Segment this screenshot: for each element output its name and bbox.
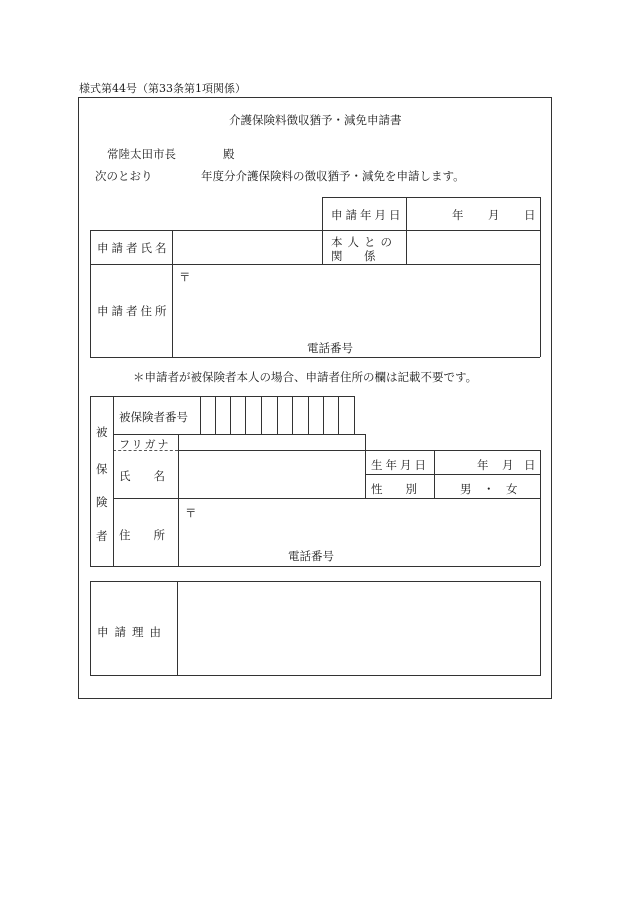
relation-field[interactable] — [407, 231, 539, 263]
insured-section-char-1: 被 — [96, 425, 108, 439]
insured-section-char-2: 保 — [96, 462, 108, 476]
insured-number-digit-3[interactable] — [231, 397, 245, 433]
birth-month: 月 — [502, 458, 514, 472]
insured-number-digit-8[interactable] — [309, 397, 323, 433]
applicant-address-label: 申請者住所 — [97, 304, 170, 318]
applicant-name-field[interactable] — [173, 231, 321, 263]
applicant-name-label: 申請者氏名 — [97, 241, 170, 255]
insured-number-digit-9[interactable] — [324, 397, 338, 433]
reason-label: 申請理由 — [97, 625, 167, 639]
application-date-field[interactable] — [407, 198, 539, 229]
insured-address-field[interactable] — [179, 499, 539, 541]
form-number-label: 様式第44号（第33条第1項関係） — [79, 82, 246, 95]
insured-section-char-4: 者 — [96, 529, 108, 543]
note-text: ＊申請者が被保険者本人の場合、申請者住所の欄は記載不要です。 — [133, 370, 478, 384]
birth-date-field[interactable] — [435, 451, 539, 473]
insured-number-label: 被保険者番号 — [119, 410, 188, 424]
relation-label-line2: 関 係 — [331, 249, 381, 263]
insured-name-label: 氏 名 — [119, 469, 165, 483]
application-date-day: 日 — [524, 208, 536, 222]
insured-number-digit-7[interactable] — [293, 397, 307, 433]
relation-label-line1: 本人との — [331, 235, 397, 249]
addressee: 常陸太田市長 — [107, 147, 176, 161]
honorific: 殿 — [223, 147, 235, 161]
insured-address-label: 住 所 — [119, 528, 165, 542]
sex-label: 性 別 — [371, 482, 417, 496]
insured-number-digit-5[interactable] — [262, 397, 276, 433]
insured-number-digit-2[interactable] — [216, 397, 230, 433]
insured-number-digit-10[interactable] — [339, 397, 353, 433]
reason-field[interactable] — [178, 582, 540, 675]
intro-suffix: 年度分介護保険料の徴収猶予・減免を申請します。 — [201, 169, 465, 183]
insured-number-digit-4[interactable] — [246, 397, 260, 433]
birth-date-label: 生年月日 — [371, 458, 429, 472]
applicant-address-field[interactable] — [173, 265, 539, 335]
birth-year: 年 — [477, 458, 489, 472]
furigana-field[interactable] — [179, 435, 364, 449]
furigana-label: フリガナ — [119, 438, 171, 451]
birth-day: 日 — [524, 458, 536, 472]
applicant-postal-mark: 〒 — [179, 270, 191, 284]
intro-prefix: 次のとおり — [95, 169, 153, 183]
application-date-month: 月 — [488, 208, 500, 222]
sex-options[interactable]: 男 ・ 女 — [460, 482, 518, 496]
applicant-phone-label: 電話番号 — [307, 341, 353, 355]
insured-number-digit-6[interactable] — [278, 397, 292, 433]
insured-number-digit-1[interactable] — [201, 397, 215, 433]
form-title: 介護保険料徴収猶予・減免申請書 — [229, 113, 402, 127]
insured-phone-label: 電話番号 — [288, 549, 334, 563]
insured-section-char-3: 険 — [96, 495, 108, 509]
insured-postal-mark: 〒 — [185, 506, 197, 520]
application-date-label: 申請年月日 — [331, 208, 404, 222]
application-date-year: 年 — [452, 208, 464, 222]
insured-name-field[interactable] — [179, 451, 364, 497]
